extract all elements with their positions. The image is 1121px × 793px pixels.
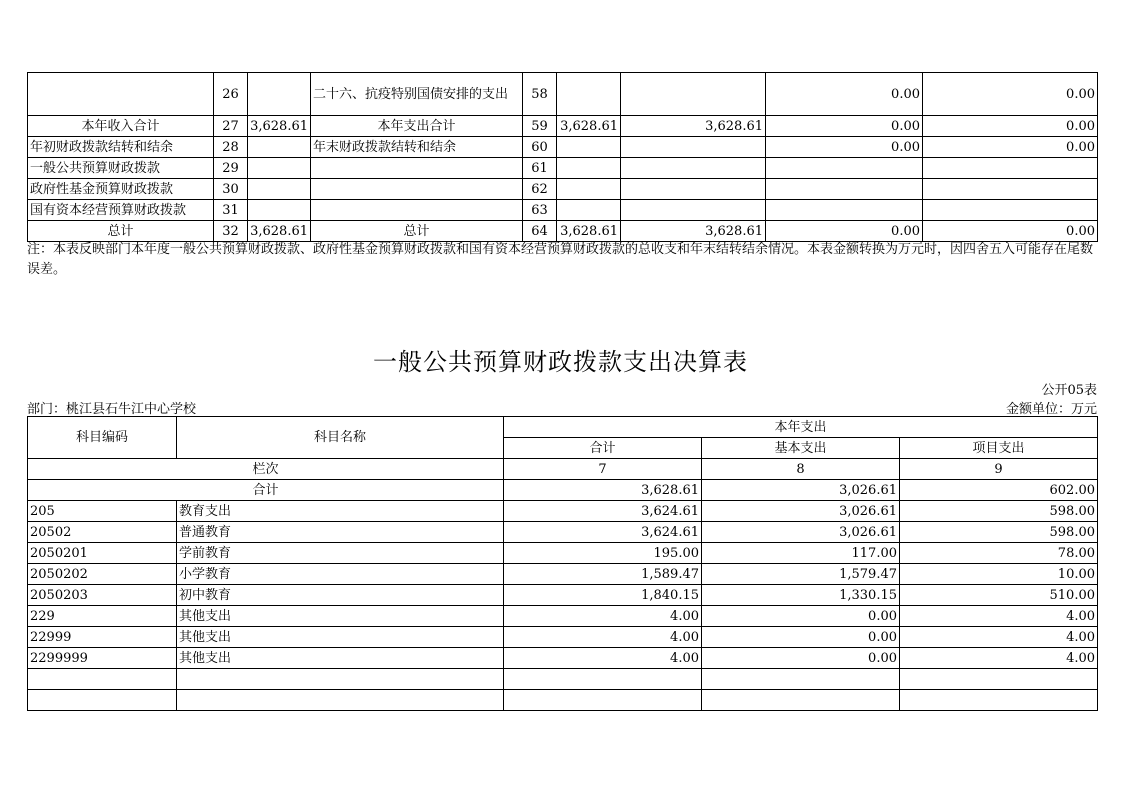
expense-govfund	[923, 179, 1098, 200]
income-amount	[248, 137, 311, 158]
expense-basic: 3,628.61	[621, 221, 766, 242]
income-amount	[248, 73, 311, 116]
income-amount: 3,628.61	[248, 221, 311, 242]
expense-label	[311, 179, 523, 200]
table-row	[28, 522, 1098, 543]
table-row	[28, 73, 1098, 116]
expense-basic: 3,628.61	[621, 116, 766, 137]
amount-total: 195.00	[504, 543, 702, 564]
header-project: 项目支出	[900, 438, 1098, 459]
expense-govfund	[923, 158, 1098, 179]
expense-total	[557, 179, 621, 200]
amount-total: 4.00	[504, 606, 702, 627]
column-index-label: 栏次	[28, 459, 504, 480]
expense-basic	[621, 200, 766, 221]
subject-code: 2050203	[28, 585, 177, 606]
expense-line-no: 61	[523, 158, 557, 179]
subject-name: 教育支出	[177, 501, 504, 522]
table-row	[28, 179, 1098, 200]
expense-basic	[621, 179, 766, 200]
expense-total	[557, 158, 621, 179]
sum-row-basic: 3,026.61	[702, 480, 900, 501]
income-label: 本年收入合计	[28, 116, 214, 137]
header-name: 科目名称	[177, 417, 504, 459]
expense-total	[557, 200, 621, 221]
subject-name: 普通教育	[177, 522, 504, 543]
income-label: 一般公共预算财政拨款	[28, 158, 214, 179]
page-title: 一般公共预算财政拨款支出决算表	[373, 348, 748, 376]
table-row	[28, 564, 1098, 585]
table-note: 注：本表反映部门本年度一般公共预算财政拨款、政府性基金预算财政拨款和国有资本经营预算财政拨款的总收支和年末结转结余情况。本表金额转换为万元时，因四舍五入可能存在尾数误差。	[27, 242, 1094, 277]
expense-project: 0.00	[766, 116, 923, 137]
income-label: 国有资本经营预算财政拨款	[28, 200, 214, 221]
department-label: 部门：桃江县石牛江中心学校	[27, 402, 197, 417]
header-year-expense: 本年支出	[504, 417, 1098, 438]
expense-line-no: 60	[523, 137, 557, 158]
amount-total	[504, 690, 702, 711]
amount-unit-label: 金额单位：万元	[1005, 402, 1097, 417]
income-label	[28, 73, 214, 116]
amount-project: 78.00	[900, 543, 1098, 564]
subject-code: 229	[28, 606, 177, 627]
amount-total: 1,840.15	[504, 585, 702, 606]
amount-total: 3,624.61	[504, 501, 702, 522]
amount-total: 4.00	[504, 627, 702, 648]
expense-total: 3,628.61	[557, 116, 621, 137]
subject-code	[28, 669, 177, 690]
subject-name: 其他支出	[177, 606, 504, 627]
table-row	[28, 158, 1098, 179]
sum-row-total: 3,628.61	[504, 480, 702, 501]
expense-govfund: 0.00	[923, 221, 1098, 242]
column-index-total: 7	[504, 459, 702, 480]
income-line-no: 27	[214, 116, 248, 137]
sum-row-project: 602.00	[900, 480, 1098, 501]
subject-name: 初中教育	[177, 585, 504, 606]
subject-code: 20502	[28, 522, 177, 543]
expense-line-no: 63	[523, 200, 557, 221]
amount-basic: 0.00	[702, 627, 900, 648]
public-budget-expense-table	[27, 416, 1098, 711]
expense-total	[557, 137, 621, 158]
income-label: 政府性基金预算财政拨款	[28, 179, 214, 200]
income-line-no: 29	[214, 158, 248, 179]
income-amount	[248, 179, 311, 200]
expense-project: 0.00	[766, 137, 923, 158]
amount-basic: 1,330.15	[702, 585, 900, 606]
subject-code: 2050201	[28, 543, 177, 564]
expense-basic	[621, 158, 766, 179]
income-line-no: 30	[214, 179, 248, 200]
amount-project: 10.00	[900, 564, 1098, 585]
income-line-no: 32	[214, 221, 248, 242]
income-expense-summary-table	[27, 72, 1098, 242]
expense-project	[766, 200, 923, 221]
subject-name: 学前教育	[177, 543, 504, 564]
income-amount	[248, 158, 311, 179]
expense-govfund	[923, 200, 1098, 221]
amount-project: 598.00	[900, 522, 1098, 543]
table-row	[28, 116, 1098, 137]
expense-project	[766, 158, 923, 179]
expense-project	[766, 179, 923, 200]
amount-basic: 3,026.61	[702, 501, 900, 522]
amount-total: 3,624.61	[504, 522, 702, 543]
income-label: 总计	[28, 221, 214, 242]
amount-total: 4.00	[504, 648, 702, 669]
expense-basic	[621, 73, 766, 116]
subject-code: 2050202	[28, 564, 177, 585]
amount-project: 4.00	[900, 606, 1098, 627]
expense-basic	[621, 137, 766, 158]
table-row	[28, 543, 1098, 564]
table-row	[28, 501, 1098, 522]
subject-code: 205	[28, 501, 177, 522]
sum-row-label: 合计	[28, 480, 504, 501]
table-row	[28, 200, 1098, 221]
table-row	[28, 690, 1098, 711]
expense-line-no: 64	[523, 221, 557, 242]
subject-code	[28, 690, 177, 711]
expense-govfund: 0.00	[923, 116, 1098, 137]
amount-basic	[702, 669, 900, 690]
income-line-no: 31	[214, 200, 248, 221]
amount-project: 598.00	[900, 501, 1098, 522]
expense-total: 3,628.61	[557, 221, 621, 242]
header-basic: 基本支出	[702, 438, 900, 459]
table-row	[28, 627, 1098, 648]
table-row	[28, 648, 1098, 669]
subject-name: 其他支出	[177, 648, 504, 669]
expense-project: 0.00	[766, 73, 923, 116]
income-amount	[248, 200, 311, 221]
table-row	[28, 606, 1098, 627]
subject-name: 小学教育	[177, 564, 504, 585]
expense-line-no: 58	[523, 73, 557, 116]
amount-basic: 1,579.47	[702, 564, 900, 585]
header-code: 科目编码	[28, 417, 177, 459]
amount-basic: 117.00	[702, 543, 900, 564]
expense-line-no: 62	[523, 179, 557, 200]
amount-project: 4.00	[900, 648, 1098, 669]
amount-basic: 0.00	[702, 648, 900, 669]
expense-project: 0.00	[766, 221, 923, 242]
income-line-no: 26	[214, 73, 248, 116]
form-number: 公开05表	[1041, 383, 1097, 398]
subject-name	[177, 690, 504, 711]
expense-label: 二十六、抗疫特别国债安排的支出	[311, 73, 523, 116]
table-row	[28, 585, 1098, 606]
subject-name: 其他支出	[177, 627, 504, 648]
expense-govfund: 0.00	[923, 137, 1098, 158]
expense-total	[557, 73, 621, 116]
subject-code: 22999	[28, 627, 177, 648]
amount-total	[504, 669, 702, 690]
income-label: 年初财政拨款结转和结余	[28, 137, 214, 158]
expense-line-no: 59	[523, 116, 557, 137]
amount-basic	[702, 690, 900, 711]
table-row	[28, 137, 1098, 158]
expense-label: 本年支出合计	[311, 116, 523, 137]
amount-project: 510.00	[900, 585, 1098, 606]
subject-name	[177, 669, 504, 690]
amount-total: 1,589.47	[504, 564, 702, 585]
expense-label	[311, 158, 523, 179]
expense-label: 总计	[311, 221, 523, 242]
income-amount: 3,628.61	[248, 116, 311, 137]
subject-code: 2299999	[28, 648, 177, 669]
column-index-project: 9	[900, 459, 1098, 480]
amount-basic: 0.00	[702, 606, 900, 627]
income-line-no: 28	[214, 137, 248, 158]
expense-label: 年末财政拨款结转和结余	[311, 137, 523, 158]
amount-project	[900, 690, 1098, 711]
column-index-basic: 8	[702, 459, 900, 480]
amount-project	[900, 669, 1098, 690]
amount-project: 4.00	[900, 627, 1098, 648]
amount-basic: 3,026.61	[702, 522, 900, 543]
expense-govfund: 0.00	[923, 73, 1098, 116]
table-row	[28, 221, 1098, 242]
table-row	[28, 669, 1098, 690]
expense-label	[311, 200, 523, 221]
header-total: 合计	[504, 438, 702, 459]
